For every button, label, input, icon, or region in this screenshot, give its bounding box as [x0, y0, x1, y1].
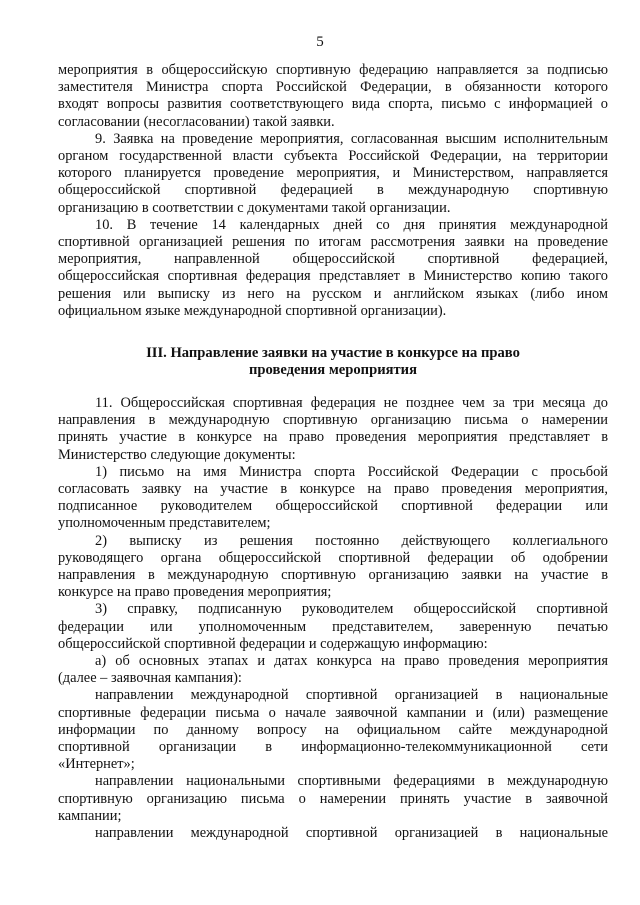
text-line: направлении международной спортивной организацией в национальные [95, 687, 608, 704]
text-line: направлении национальными спортивными федерациями в международную [95, 773, 608, 790]
text-line: спортивные федерации письма о начале заявочной кампании и (или) размещение [58, 704, 608, 721]
text-line: решения или выписку из него на русском и английском языках (либо ином [58, 285, 608, 302]
text-line: спортивной организацией решения по итогам рассмотрения заявки на проведение [58, 234, 608, 251]
text-line: общероссийской спортивной федерации и содержащую информацию: [58, 635, 488, 652]
body-text-top [58, 62, 608, 320]
section-heading-line-2: проведения мероприятия [249, 362, 417, 379]
text-line: 1) письмо на имя Министра спорта Российской Федерации с просьбой [95, 463, 608, 480]
text-line: федерации или уполномоченным представителем, заверенную печатью [58, 618, 608, 635]
text-line: 11. Общероссийская спортивная федерация не позднее чем за три месяца до [95, 395, 608, 411]
text-line: информации по данному вопросу на официальном сайте международной [58, 721, 608, 738]
text-line: заместителя Министра спорта Российской Федерации, в обязанности которого [58, 79, 608, 96]
text-line: 2) выписку из решения постоянно действующего коллегиального [95, 532, 608, 549]
body-text-bottom [58, 395, 608, 842]
text-line: кампании; [58, 807, 122, 824]
text-line: спортивной организации в информационно-телекоммуникационной сети [58, 739, 608, 756]
text-line: официальном языке международной спортивной организации). [58, 302, 447, 319]
text-line: 3) справку, подписанную руководителем общероссийской спортивной [95, 601, 608, 618]
text-line: направления в международную спортивную организацию письма о намерении [58, 412, 608, 429]
section-heading-line-1: III. Направление заявки на участие в конкурсе на право [146, 345, 520, 361]
text-line: а) об основных этапах и датах конкурса на право проведения мероприятия [95, 653, 608, 670]
text-line: руководящего органа общероссийской спортивной федерации об одобрении [58, 549, 608, 566]
text-line: согласовать заявку на участие в конкурсе на право проведения мероприятия, [58, 481, 608, 498]
text-line: «Интернет»; [58, 756, 135, 773]
text-line: мероприятия, направленной общероссийской спортивной федерацией, [58, 251, 608, 268]
text-line: организацию в соответствии с документами такой организации. [58, 199, 451, 216]
text-line: органом государственной власти субъекта Российской Федерации, на территории [58, 148, 608, 165]
text-line: мероприятия в общероссийскую спортивную федерацию направляется за подписью [58, 62, 608, 78]
text-line: согласовании (несогласовании) такой заявки. [58, 113, 335, 130]
section-heading [58, 345, 608, 380]
text-line: (далее – заявочная кампания): [58, 670, 242, 687]
text-line: 9. Заявка на проведение мероприятия, согласованная высшим исполнительным [95, 130, 608, 147]
text-line: Министерство следующие документы: [58, 446, 296, 463]
text-line: уполномоченным представителем; [58, 515, 271, 532]
text-line: общероссийской спортивной федерацией в международную спортивную [58, 182, 608, 199]
text-line: конкурсе на право проведения мероприятия; [58, 584, 332, 601]
text-line: принять участие в конкурсе на право проведения мероприятия представляет в [58, 429, 608, 446]
text-line: которого планируется проведение мероприятия, и Министерством, направляется [58, 165, 608, 182]
page-number: 5 [316, 34, 324, 50]
text-line: 10. В течение 14 календарных дней со дня принятия международной [95, 216, 608, 233]
text-line: входят вопросы развития соответствующего вида спорта, письмо с информацией о [58, 96, 608, 113]
text-line: подписанное руководителем общероссийской спортивной федерации или [58, 498, 608, 515]
text-line: направлении международной спортивной организацией в национальные [95, 825, 608, 842]
text-line: спортивную организацию письма о намерении принять участие в заявочной [58, 790, 608, 807]
text-line: направления в международную спортивную организацию заявки на участие в [58, 567, 608, 584]
text-line: общероссийская спортивная федерация представляет в Министерство копию такого [58, 268, 608, 285]
